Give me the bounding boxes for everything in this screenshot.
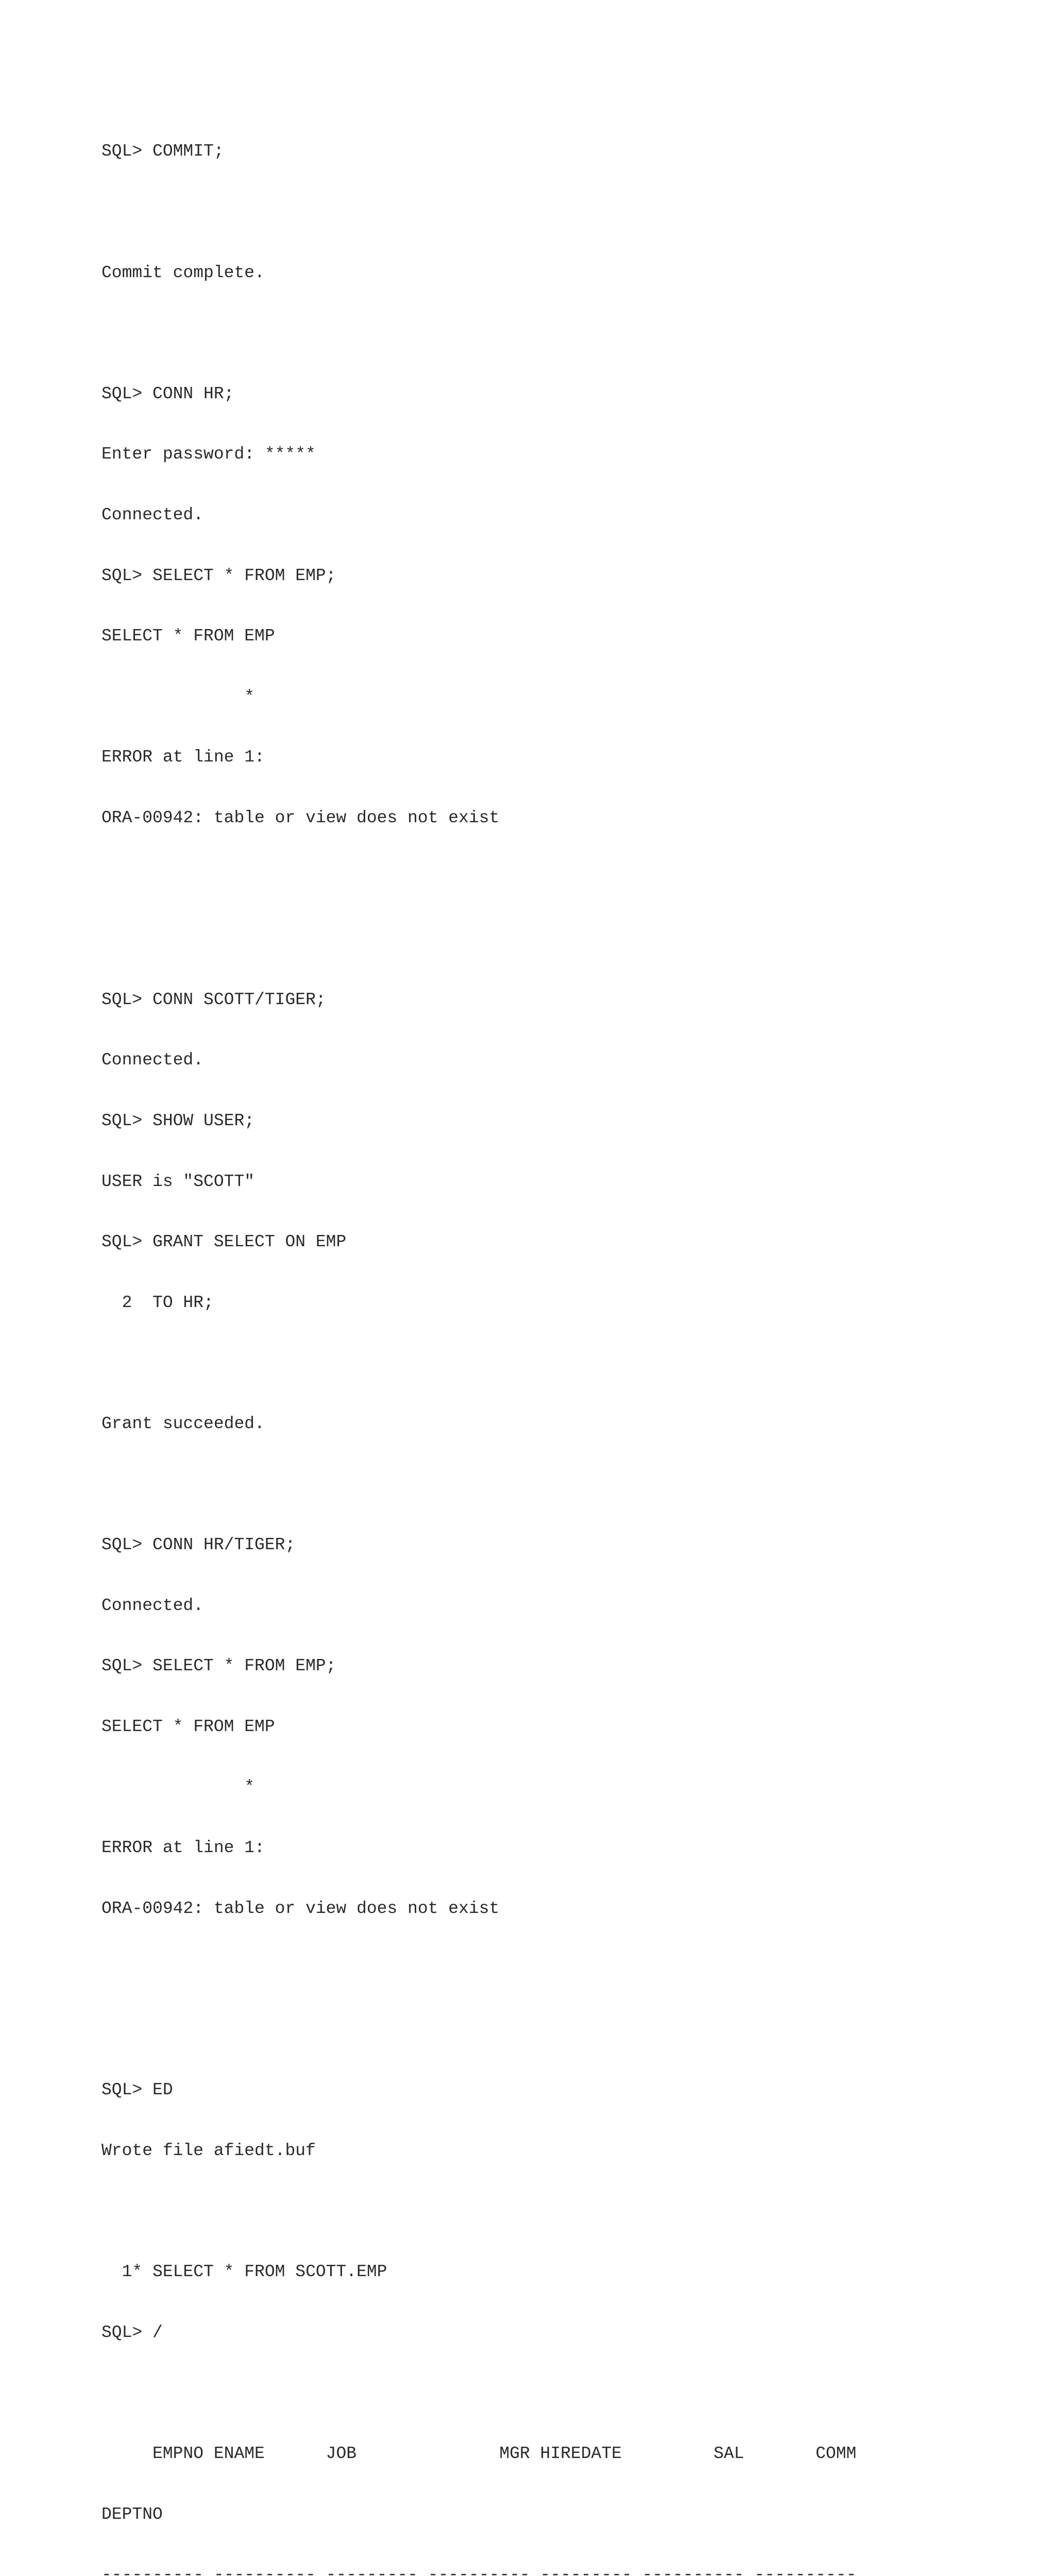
transcript-line: [101, 929, 856, 949]
transcript-line: SQL> COMMIT;: [101, 142, 224, 161]
transcript-line: SQL> SHOW USER;: [101, 1111, 255, 1130]
transcript-line: [101, 1353, 856, 1373]
transcript-line: 1* SELECT * FROM SCOTT.EMP: [101, 2262, 387, 2282]
transcript-line: [101, 2383, 856, 2403]
transcript-line: *: [101, 687, 255, 706]
transcript-line: Enter password: *****: [101, 445, 316, 464]
transcript-line: Connected.: [101, 1050, 204, 1070]
transcript-line: SQL> ED: [101, 2080, 173, 2100]
transcript-line: SQL> /: [101, 2323, 163, 2342]
transcript-line: Wrote file afiedt.buf: [101, 2141, 316, 2160]
table-separator: ---------- ---------- --------- ---------- --------- ---------- ----------: [101, 2565, 857, 2576]
transcript-line: SELECT * FROM EMP: [101, 1717, 275, 1736]
transcript-line: [101, 2020, 856, 2040]
transcript-line: Connected.: [101, 505, 204, 524]
table-header-row: DEPTNO: [101, 2504, 163, 2524]
transcript-line: SQL> CONN SCOTT/TIGER;: [101, 990, 326, 1009]
transcript-line: Commit complete.: [101, 263, 265, 282]
transcript-line: SQL> CONN HR/TIGER;: [101, 1535, 296, 1555]
transcript-line: SQL> GRANT SELECT ON EMP: [101, 1232, 347, 1252]
transcript-line: [101, 2201, 856, 2222]
transcript-line: ERROR at line 1:: [101, 1838, 265, 1858]
transcript-line: SQL> SELECT * FROM EMP;: [101, 1656, 336, 1676]
transcript-line: ORA-00942: table or view does not exist: [101, 808, 500, 827]
transcript-line: SQL> CONN HR;: [101, 384, 234, 403]
transcript-line: ORA-00942: table or view does not exist: [101, 1899, 500, 1918]
transcript-line: [101, 323, 856, 343]
table-header-row: EMPNO ENAME JOB MGR HIREDATE SAL COMM: [101, 2444, 857, 2463]
transcript-line: SQL> SELECT * FROM EMP;: [101, 566, 336, 585]
transcript-line: [101, 202, 856, 222]
transcript-line: [101, 869, 856, 889]
transcript-line: USER is "SCOTT": [101, 1172, 255, 1191]
transcript-line: Connected.: [101, 1596, 204, 1615]
transcript-line: SELECT * FROM EMP: [101, 626, 275, 646]
transcript-line: *: [101, 1777, 255, 1797]
transcript-line: [101, 1959, 856, 1979]
transcript-line: ERROR at line 1:: [101, 748, 265, 767]
transcript-line: Grant succeeded.: [101, 1414, 265, 1433]
transcript-line: [101, 1474, 856, 1494]
sql-transcript: [101, 101, 856, 2576]
transcript-line: 2 TO HR;: [101, 1293, 214, 1312]
